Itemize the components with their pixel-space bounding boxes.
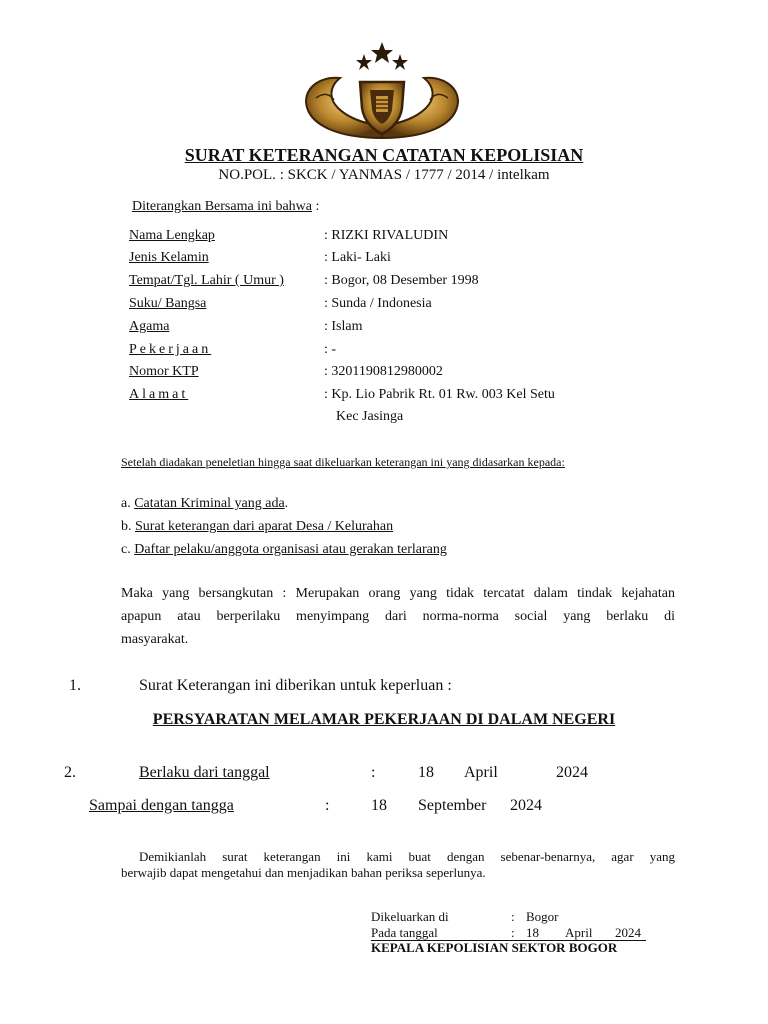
check-marker: c. <box>121 542 131 557</box>
label-tempat-tgl-lahir: Tempat/Tgl. Lahir ( Umur ) <box>129 273 284 288</box>
value-jenis-kelamin: : Laki- Laki <box>324 250 391 265</box>
intro-line <box>132 199 319 215</box>
intro-text: Diterangkan Bersama ini bahwa <box>132 199 312 214</box>
check-item <box>121 542 447 558</box>
check-item <box>121 519 393 535</box>
issued-place-label: Dikeluarkan di <box>371 909 449 924</box>
value-nomor-ktp: : 3201190812980002 <box>324 364 443 379</box>
check-marker: b. <box>121 519 132 534</box>
issued-date-colon: : <box>511 925 515 940</box>
signatory-title: KEPALA KEPOLISIAN SEKTOR BOGOR <box>371 940 618 955</box>
research-intro: Setelah diadakan peneletian hingga saat dikeluarkan keterangan ini yang didasarkan kepada: <box>121 455 565 469</box>
star-icon <box>371 42 393 63</box>
value-nama-lengkap: : RIZKI RIVALUDIN <box>324 228 449 243</box>
validity-to-year: 2024 <box>510 797 542 814</box>
issued-place-colon: : <box>511 909 515 924</box>
star-icon <box>392 54 408 70</box>
number-value: : SKCK / YANMAS / 1777 / 2014 / intelkam <box>279 167 550 183</box>
check-marker: a. <box>121 496 131 511</box>
value-alamat-line2: Kec Jasinga <box>336 409 404 424</box>
value-alamat: : Kp. Lio Pabrik Rt. 01 Rw. 003 Kel Setu <box>324 387 555 402</box>
check-text: Daftar pelaku/anggota organisasi atau gerakan terlarang <box>134 542 447 557</box>
issued-place-value: Bogor <box>526 909 559 924</box>
validity-to-month: September <box>418 797 487 814</box>
label-agama: Agama <box>129 319 170 334</box>
check-suffix: . <box>284 496 289 511</box>
conclusion-line-3: masyarakat. <box>121 632 189 647</box>
check-text: Catatan Kriminal yang ada <box>134 496 285 511</box>
issued-date-row <box>371 925 646 941</box>
star-icon <box>356 54 372 70</box>
validity-to-colon: : <box>325 797 330 814</box>
conclusion-line-1: Maka yang bersangkutan : Merupakan orang yang tidak tercatat dalam tindak kejahatan <box>121 586 675 601</box>
validity-from-day: 18 <box>418 764 434 781</box>
issued-date-month: April <box>565 925 593 940</box>
value-pekerjaan: : - <box>324 342 337 357</box>
label-suku-bangsa: Suku/ Bangsa <box>129 296 207 311</box>
purpose-number: 1. <box>69 677 81 694</box>
intro-colon: : <box>315 199 320 214</box>
validity-from-month: April <box>464 764 498 781</box>
value-tempat-tgl-lahir: : Bogor, 08 Desember 1998 <box>324 273 479 288</box>
check-text: Surat keterangan dari aparat Desa / Kelurahan <box>135 519 394 534</box>
label-pekerjaan: Pekerjaan <box>129 342 212 357</box>
document-number <box>0 167 768 184</box>
closing-line-2: berwajib dapat mengetahui dan menjadikan bahan periksa seperlunya. <box>121 865 486 880</box>
validity-to-day: 18 <box>371 797 387 814</box>
value-suku-bangsa: : Sunda / Indonesia <box>324 296 432 311</box>
issued-date-label: Pada tanggal <box>371 925 438 940</box>
validity-from-year: 2024 <box>556 764 588 781</box>
validity-from-label: Berlaku dari tanggal <box>139 764 270 781</box>
number-prefix: NO.POL. <box>218 167 276 183</box>
purpose-text: Surat Keterangan ini diberikan untuk keperluan : <box>139 677 452 694</box>
validity-number: 2. <box>64 764 76 781</box>
validity-to-label: Sampai dengan tangga <box>89 797 234 814</box>
conclusion-line-2: apapun atau berperilaku menyimpang dari norma-norma social yang berlaku di <box>121 609 675 624</box>
document-title: SURAT KETERANGAN CATATAN KEPOLISIAN <box>184 145 584 165</box>
label-jenis-kelamin: Jenis Kelamin <box>129 250 209 265</box>
label-nama-lengkap: Nama Lengkap <box>129 228 215 243</box>
label-alamat: Alamat <box>129 387 189 402</box>
purpose-title: PERSYARATAN MELAMAR PEKERJAAN DI DALAM NEGERI <box>152 711 616 728</box>
closing-line-1: Demikianlah surat keterangan ini kami buat dengan sebenar-benarnya, agar yang <box>139 849 675 864</box>
check-item <box>121 496 288 512</box>
label-nomor-ktp: Nomor KTP <box>129 364 199 379</box>
validity-from-colon: : <box>371 764 376 781</box>
issued-date-day: 18 <box>526 925 539 940</box>
police-emblem-icon <box>300 38 464 150</box>
value-agama: : Islam <box>324 319 363 334</box>
issued-date-year: 2024 <box>615 925 641 940</box>
